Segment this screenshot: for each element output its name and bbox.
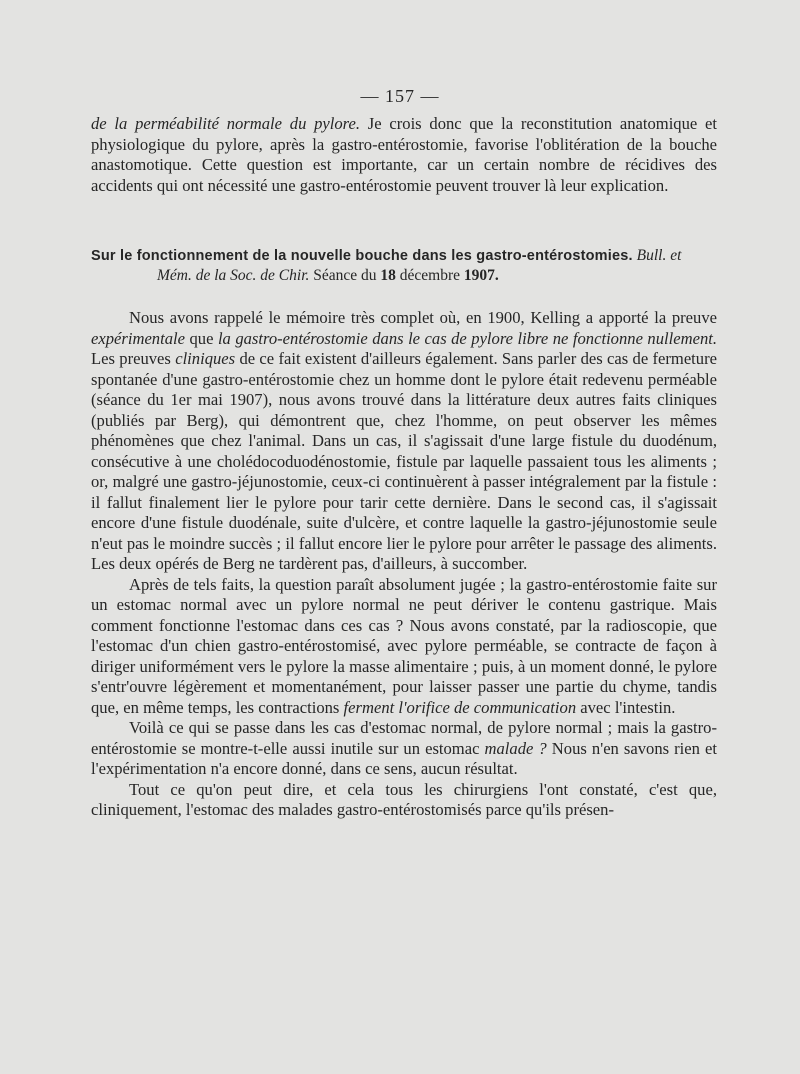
text-run: Nous avons rappelé le mémoire très complet où, en 1900, Kelling a apporté la preuve bbox=[129, 308, 717, 327]
text-run: Voilà ce qui se passe dans les cas d'estomac normal, de pylore normal ; mais la gastro-entérostomie se montre-t-elle aussi inutile sur un estomac bbox=[91, 718, 717, 758]
intro-paragraph-1 bbox=[91, 114, 717, 196]
text-run: Les preuves bbox=[91, 349, 176, 368]
italic-text: cliniques bbox=[175, 349, 236, 368]
reference-journal-part2: Mém. de la Soc. de Chir. bbox=[157, 267, 310, 284]
body-section bbox=[91, 308, 717, 821]
text-run: Je crois donc que la reconstitution anatomique et physiologique du pylore, après la gastro-entérostomie, favorise l'oblitération de la bouche anastomotique. Cette question est importante, car un certain nombre de récidives des accidents qui ont nécessité une gastro-entérostomie peuvent trouver là leur explication. bbox=[91, 114, 717, 195]
body-paragraph-3 bbox=[91, 718, 717, 780]
reference-date-number: 18 bbox=[380, 267, 396, 284]
reference-date-rest: décembre bbox=[395, 267, 464, 284]
text-run: que bbox=[185, 328, 218, 348]
italic-text: la gastro-entérostomie dans le cas de pylore libre ne fonctionne nullement. bbox=[217, 328, 717, 348]
reference-year: 1907. bbox=[463, 267, 499, 284]
text-run: Nous n'en savons rien et l'expérimentation n'a encore donné, dans ce sens, aucun résultat. bbox=[91, 738, 717, 778]
body-paragraph-4 bbox=[91, 780, 717, 821]
italic-text: ferment l'orifice de communication bbox=[343, 697, 577, 717]
reference-heading bbox=[91, 246, 717, 285]
body-paragraph-2 bbox=[91, 575, 717, 719]
italic-text: de la perméabilité normale du pylore. bbox=[91, 114, 361, 133]
text-run: Tout ce qu'on peut dire, et cela tous les chirurgiens l'ont constaté, c'est que, cliniquement, l'estomac des malades gastro-entérostomisés parce qu'ils présen- bbox=[91, 779, 717, 819]
reference-session: Séance du bbox=[309, 267, 381, 284]
page-number: — 157 — bbox=[360, 86, 440, 106]
page-content bbox=[91, 114, 717, 821]
reference-title: Sur le fonctionnement de la nouvelle bouche dans les gastro-entérostomies. bbox=[91, 248, 633, 264]
italic-text: malade ? bbox=[484, 738, 547, 758]
reference-line-2 bbox=[91, 266, 717, 285]
body-paragraph-1 bbox=[91, 308, 717, 575]
text-run: avec l'intestin. bbox=[576, 697, 676, 717]
reference-line-1 bbox=[91, 246, 717, 266]
intro-section bbox=[91, 114, 717, 196]
text-run: de ce fait existent d'ailleurs également. Sans parler des cas de fermeture spontanée d'une gastro-entérostomie chez un homme dont le pylore était redevenu perméable (séance du 1er mai 1907), nous avons trouvé dans la littérature deux autres faits cliniques (publiés par Berg), qui démontrent que, chez l'homme, on peut observer les mêmes phénomènes que chez l'animal. Dans un cas, il s'agissait d'une large fistule du duodénum, consécutive à une cholédocoduodénostomie, fistule par laquelle passaient tous les aliments ; or, malgré une gastro-jéjunostomie, ceux-ci continuèrent à passer intégralement par la fistule : il fallut finalement lier le pylore pour tarir cette dernière. Dans le second cas, il s'agissait encore d'une fistule duodénale, suite d'ulcère, et contre laquelle la gastro-jéjunostomie seule n'eut pas le moindre succès ; il fallut encore lier le pylore pour arrêter le passage des aliments. Les deux opérés de Berg ne tardèrent pas, d'ailleurs, à succomber. bbox=[91, 349, 717, 573]
reference-journal-part1: Bull. et bbox=[632, 247, 682, 264]
italic-text: expérimentale bbox=[91, 328, 185, 348]
text-run: Après de tels faits, la question paraît absolument jugée ; la gastro-entérostomie faite sur un estomac normal avec un pylore normal ne peut dériver le contenu gastrique. Mais comment fonctionne l'estomac dans ces cas ? Nous avons constaté, par la radioscopie, que l'estomac d'un chien gastro-entérostomisé, avec pylore perméable, se contracte de façon à diriger uniformément vers le pylore la masse alimentaire ; puis, à un moment donné, le pylore s'entr'ouvre légèrement et momentanément, pour laisser passer une partie du chyme, tandis que, en même temps, les contractions bbox=[91, 574, 717, 717]
